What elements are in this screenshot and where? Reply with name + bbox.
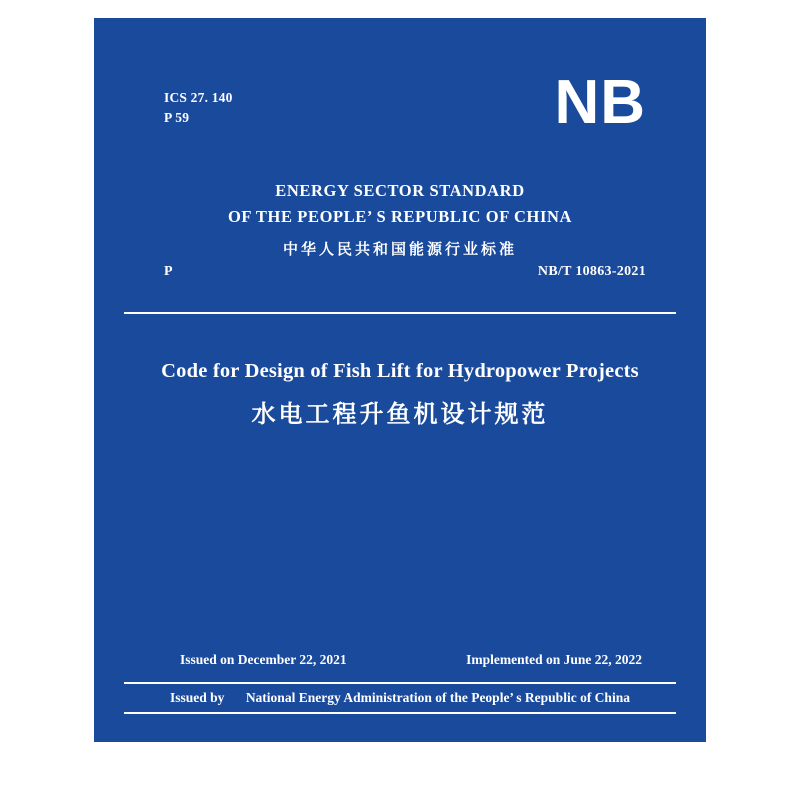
standard-cover — [94, 18, 706, 742]
divider-issuer — [124, 712, 676, 714]
nb-logo: NB — [554, 68, 646, 137]
divider-top — [124, 312, 676, 314]
document-title-block — [94, 356, 706, 434]
issuer-row — [94, 690, 706, 706]
standard-title-cn: 中华人民共和国能源行业标准 — [282, 240, 517, 258]
category-letter: P — [164, 264, 173, 279]
standard-title-en-line1: ENERGY SECTOR STANDARD — [275, 181, 525, 200]
issued-by-label: Issued by — [170, 690, 225, 705]
classification-code: P 59 — [164, 110, 190, 125]
page-title-cn: 水电工程升鱼机设计规范 — [251, 400, 549, 428]
cover-header — [94, 68, 706, 166]
implemented-on-date: Implemented on June 22, 2022 — [466, 652, 642, 667]
page-title: Code for Design of Fish Lift for Hydropower Projects — [161, 360, 639, 382]
standard-number: NB/T 10863-2021 — [537, 264, 646, 279]
dates-row — [94, 652, 706, 674]
issued-by-value: National Energy Administration of the People’ s Republic of China — [245, 690, 630, 705]
ics-number: ICS 27. 140 — [164, 90, 233, 105]
standard-authority-titles — [94, 178, 706, 264]
standard-title-en-line2: OF THE PEOPLE’ S REPUBLIC OF CHINA — [227, 207, 573, 226]
standard-code-row — [94, 264, 706, 288]
ics-classification-block — [164, 88, 233, 128]
divider-bottom — [124, 682, 676, 684]
issued-on-date: Issued on December 22, 2021 — [180, 652, 347, 667]
